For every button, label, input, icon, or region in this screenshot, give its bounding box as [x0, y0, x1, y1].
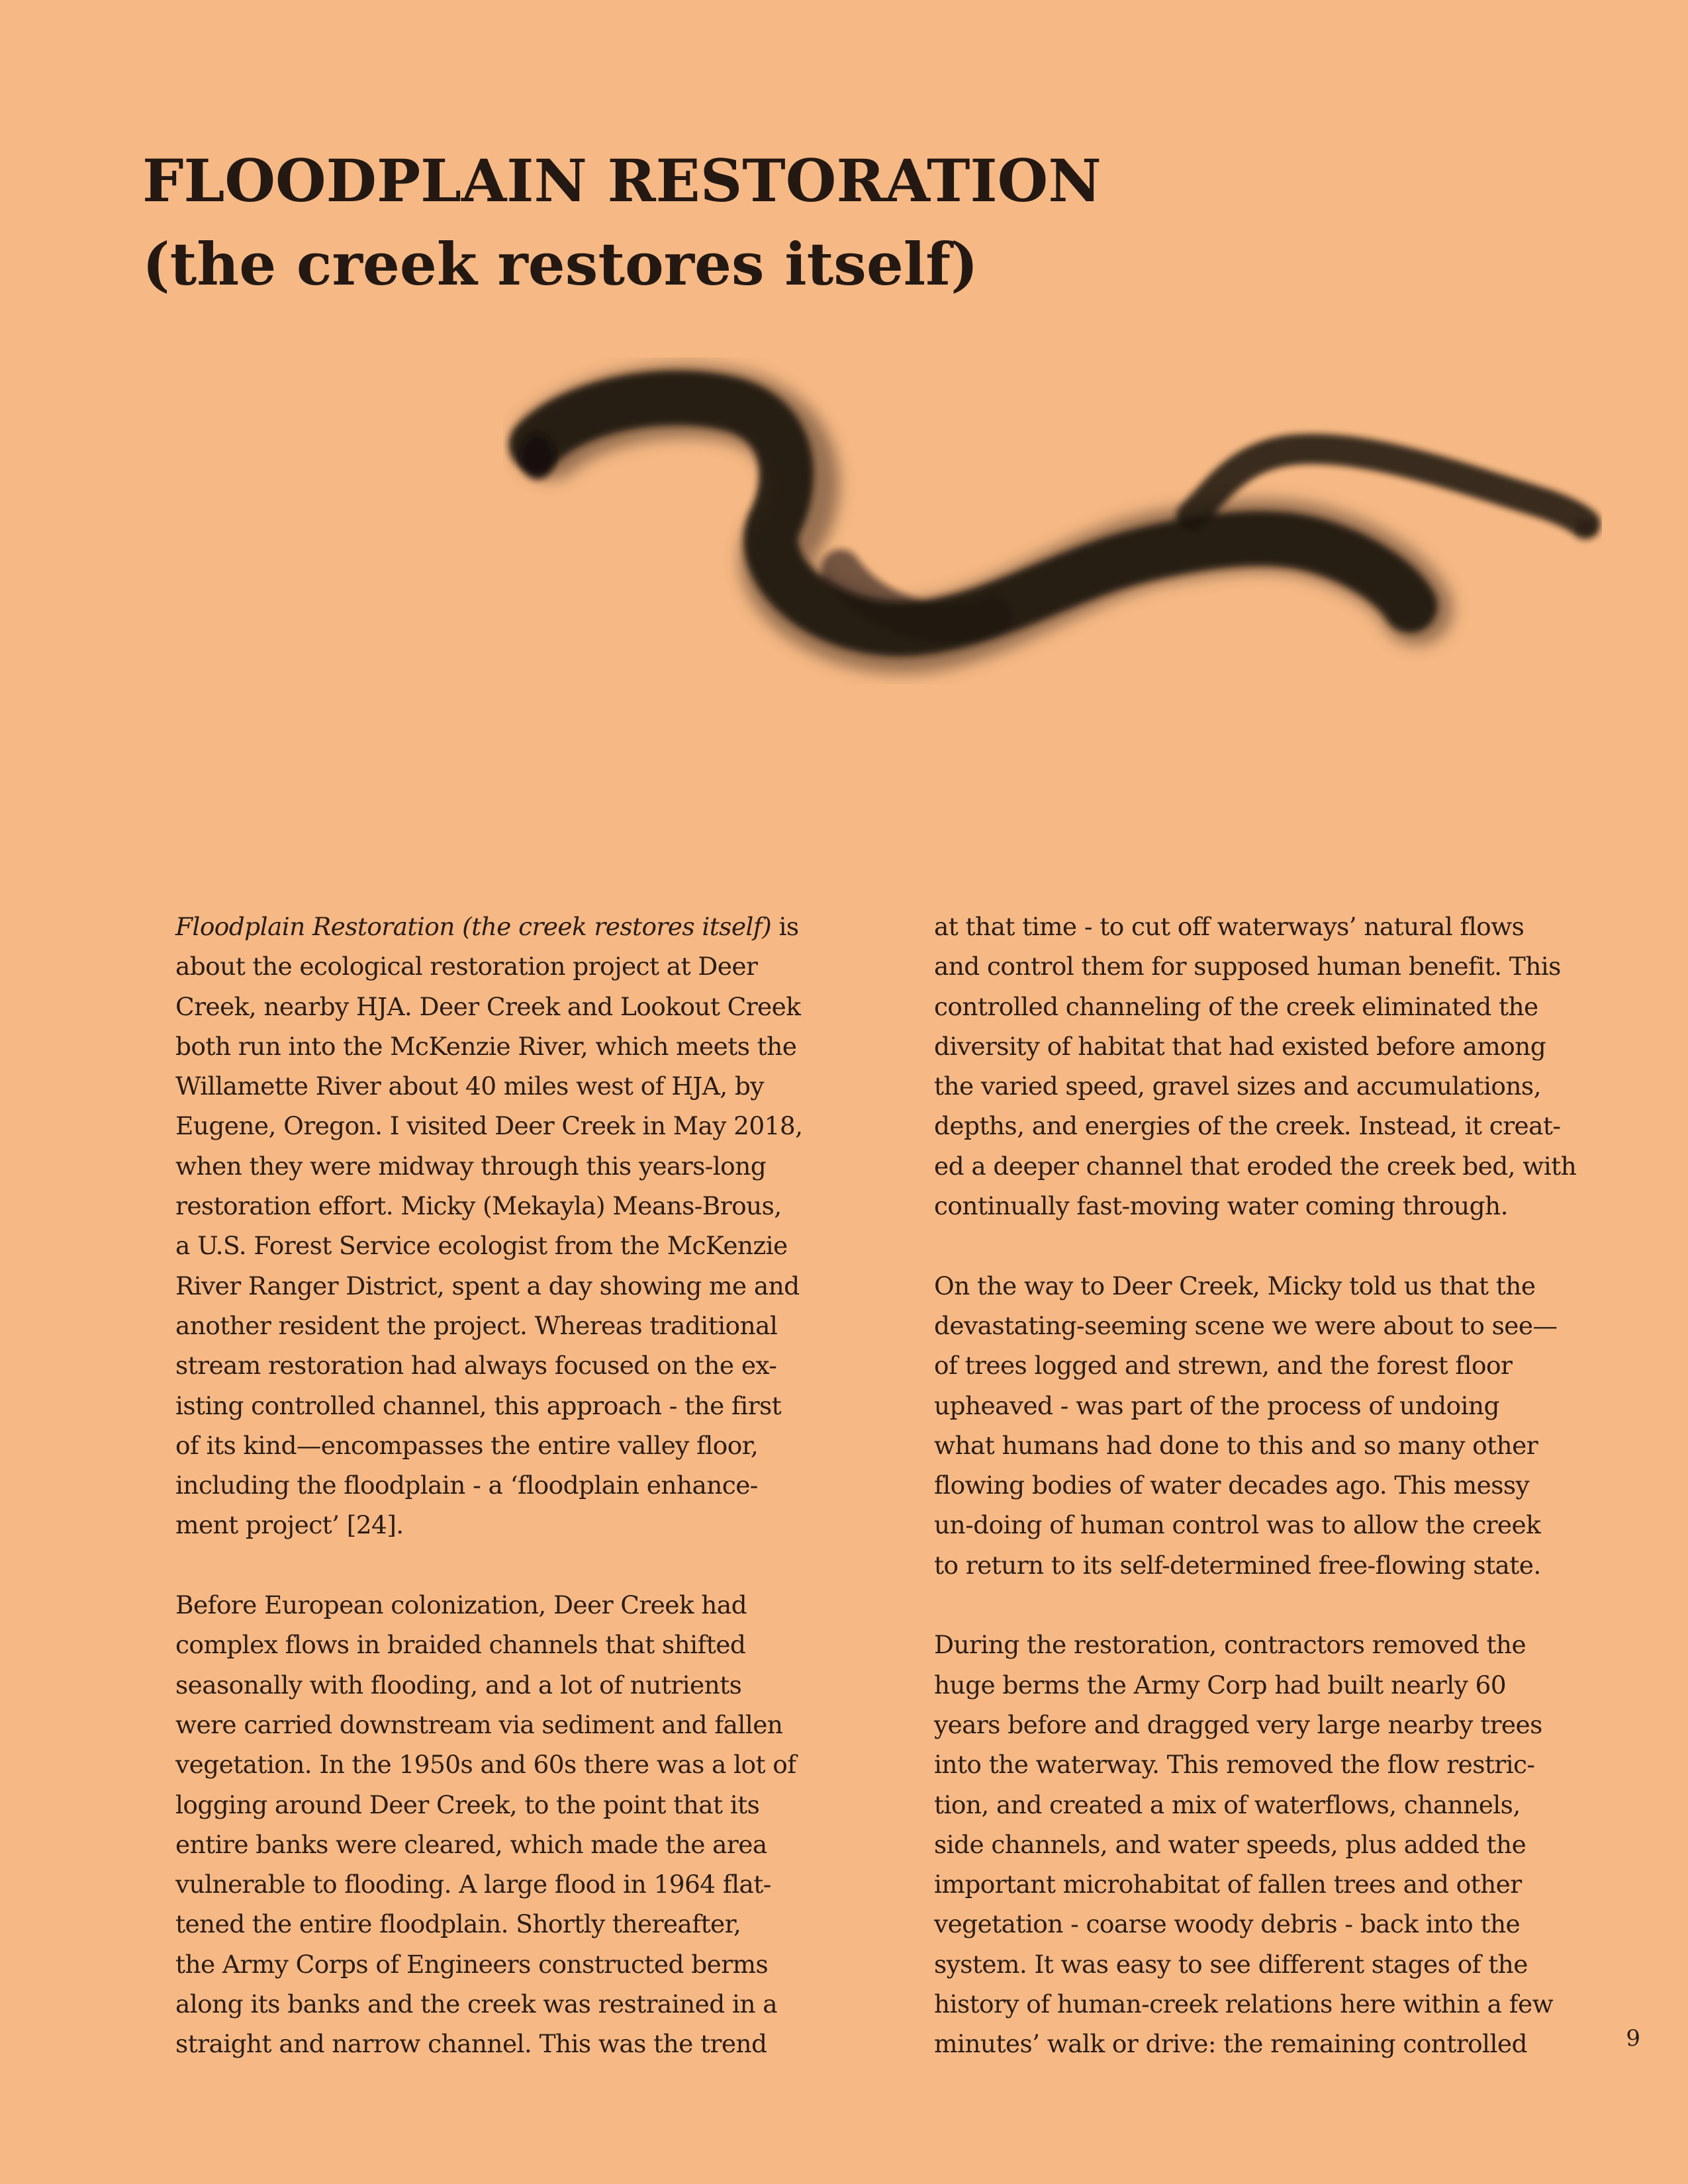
text-line: Eugene, Oregon. I visited Deer Creek in May 2018,	[175, 1111, 803, 1141]
text-line: of its kind—encompasses the entire valley floor,	[175, 1430, 759, 1460]
work-title-italic: Floodplain Restoration (the creek restores itself)	[175, 912, 772, 941]
text-line: During the restoration, contractors removed the	[934, 1630, 1526, 1660]
text-line: un-doing of human control was to allow the creek	[934, 1510, 1541, 1540]
text-line: Creek, nearby HJA. Deer Creek and Lookout Creek	[175, 991, 801, 1021]
text-line: River Ranger District, spent a day showing me and	[175, 1271, 800, 1300]
text-line: what humans had done to this and so many other	[934, 1430, 1538, 1460]
text-fragment: is	[771, 912, 799, 941]
text-line: controlled channeling of the creek eliminated the	[934, 991, 1538, 1021]
text-line: both run into the McKenzie River, which meets the	[175, 1031, 797, 1061]
text-line: about the ecological restoration project at Deer	[175, 952, 758, 981]
text-line: to return to its self-determined free-flowing state.	[934, 1550, 1541, 1580]
text-line: logging around Deer Creek, to the point that its	[175, 1790, 760, 1819]
text-line: isting controlled channel, this approach - the first	[175, 1390, 782, 1420]
text-line: the Army Corps of Engineers constructed berms	[175, 1949, 769, 1979]
text-line: side channels, and water speeds, plus added the	[934, 1829, 1526, 1859]
text-line: at that time - to cut off waterways’ natural flows	[934, 912, 1524, 941]
text-line: stream restoration had always focused on the ex-	[175, 1351, 777, 1381]
text-line: complex flows in braided channels that shifted	[175, 1630, 746, 1660]
text-line: Willamette River about 40 miles west of HJA, by	[175, 1071, 764, 1101]
text-line: tion, and created a mix of waterflows, channels,	[934, 1790, 1521, 1819]
text-line: depths, and energies of the creek. Instead, it creat-	[934, 1111, 1561, 1141]
text-line: a U.S. Forest Service ecologist from the McKenzie	[175, 1231, 788, 1261]
text-line: system. It was easy to see different stages of the	[934, 1949, 1528, 1979]
text-line: seasonally with flooding, and a lot of nutrients	[175, 1670, 742, 1700]
text-line: ed a deeper channel that eroded the creek bed, with	[934, 1151, 1577, 1181]
text-line: into the waterway. This removed the flow restric-	[934, 1750, 1535, 1780]
text-line: restoration effort. Micky (Mekayla) Means-Brous,	[175, 1191, 782, 1221]
text-line: when they were midway through this years-long	[175, 1151, 767, 1181]
text-line: along its banks and the creek was restrained in a	[175, 1989, 777, 2019]
text-line: and control them for supposed human benefit. This	[934, 952, 1561, 981]
text-line: vulnerable to flooding. A large flood in 1964 flat-	[175, 1870, 771, 1899]
text-line: another resident the project. Whereas traditional	[175, 1310, 778, 1340]
left-text-column	[175, 907, 844, 2064]
text-line: vegetation. In the 1950s and 60s there was a lot of	[175, 1750, 796, 1780]
text-line: Before European colonization, Deer Creek had	[175, 1590, 747, 1620]
paragraph-channeling	[934, 907, 1603, 1226]
text-line: devastating-seeming scene we were about to see—	[934, 1310, 1558, 1340]
text-line: On the way to Deer Creek, Micky told us that the	[934, 1271, 1536, 1300]
page-title	[142, 139, 1268, 306]
paragraph-visit	[934, 1266, 1603, 1585]
text-line: straight and narrow channel. This was the trend	[175, 2029, 767, 2059]
text-line: diversity of habitat that had existed before among	[934, 1031, 1546, 1061]
paragraph-restoration	[934, 1625, 1603, 2064]
paragraph-intro	[175, 907, 844, 1545]
text-line: continually fast-moving water coming through.	[934, 1191, 1508, 1221]
page-title-line-2: (the creek restores itself)	[142, 230, 978, 298]
text-line	[175, 907, 844, 946]
text-line: years before and dragged very large nearby trees	[934, 1709, 1542, 1739]
text-line: were carried downstream via sediment and fallen	[175, 1709, 783, 1739]
text-line: minutes’ walk or drive: the remaining controlled	[934, 2029, 1527, 2059]
text-line: tened the entire floodplain. Shortly thereafter,	[175, 1909, 741, 1939]
right-text-column	[934, 907, 1603, 2064]
paragraph-history	[175, 1585, 844, 2064]
text-line: including the floodplain - a ‘floodplain enhance-	[175, 1471, 758, 1500]
text-line: the varied speed, gravel sizes and accumulations,	[934, 1071, 1541, 1101]
text-line: flowing bodies of water decades ago. This messy	[934, 1471, 1530, 1500]
text-line: of trees logged and strewn, and the forest floor	[934, 1351, 1513, 1381]
text-line: entire banks were cleared, which made the area	[175, 1829, 767, 1859]
ink-brushstroke-creek-illustration	[503, 357, 1602, 728]
page-number: 9	[1626, 2025, 1640, 2052]
text-line: important microhabitat of fallen trees and other	[934, 1870, 1522, 1899]
text-line: huge berms the Army Corp had built nearly 60	[934, 1670, 1507, 1700]
text-line: vegetation - coarse woody debris - back into the	[934, 1909, 1521, 1939]
page-title-line-1: FLOODPLAIN RESTORATION	[142, 146, 1102, 215]
text-line: history of human-creek relations here within a few	[934, 1989, 1554, 2019]
text-line: ment project’ [24].	[175, 1510, 404, 1540]
text-line: upheaved - was part of the process of undoing	[934, 1390, 1499, 1420]
